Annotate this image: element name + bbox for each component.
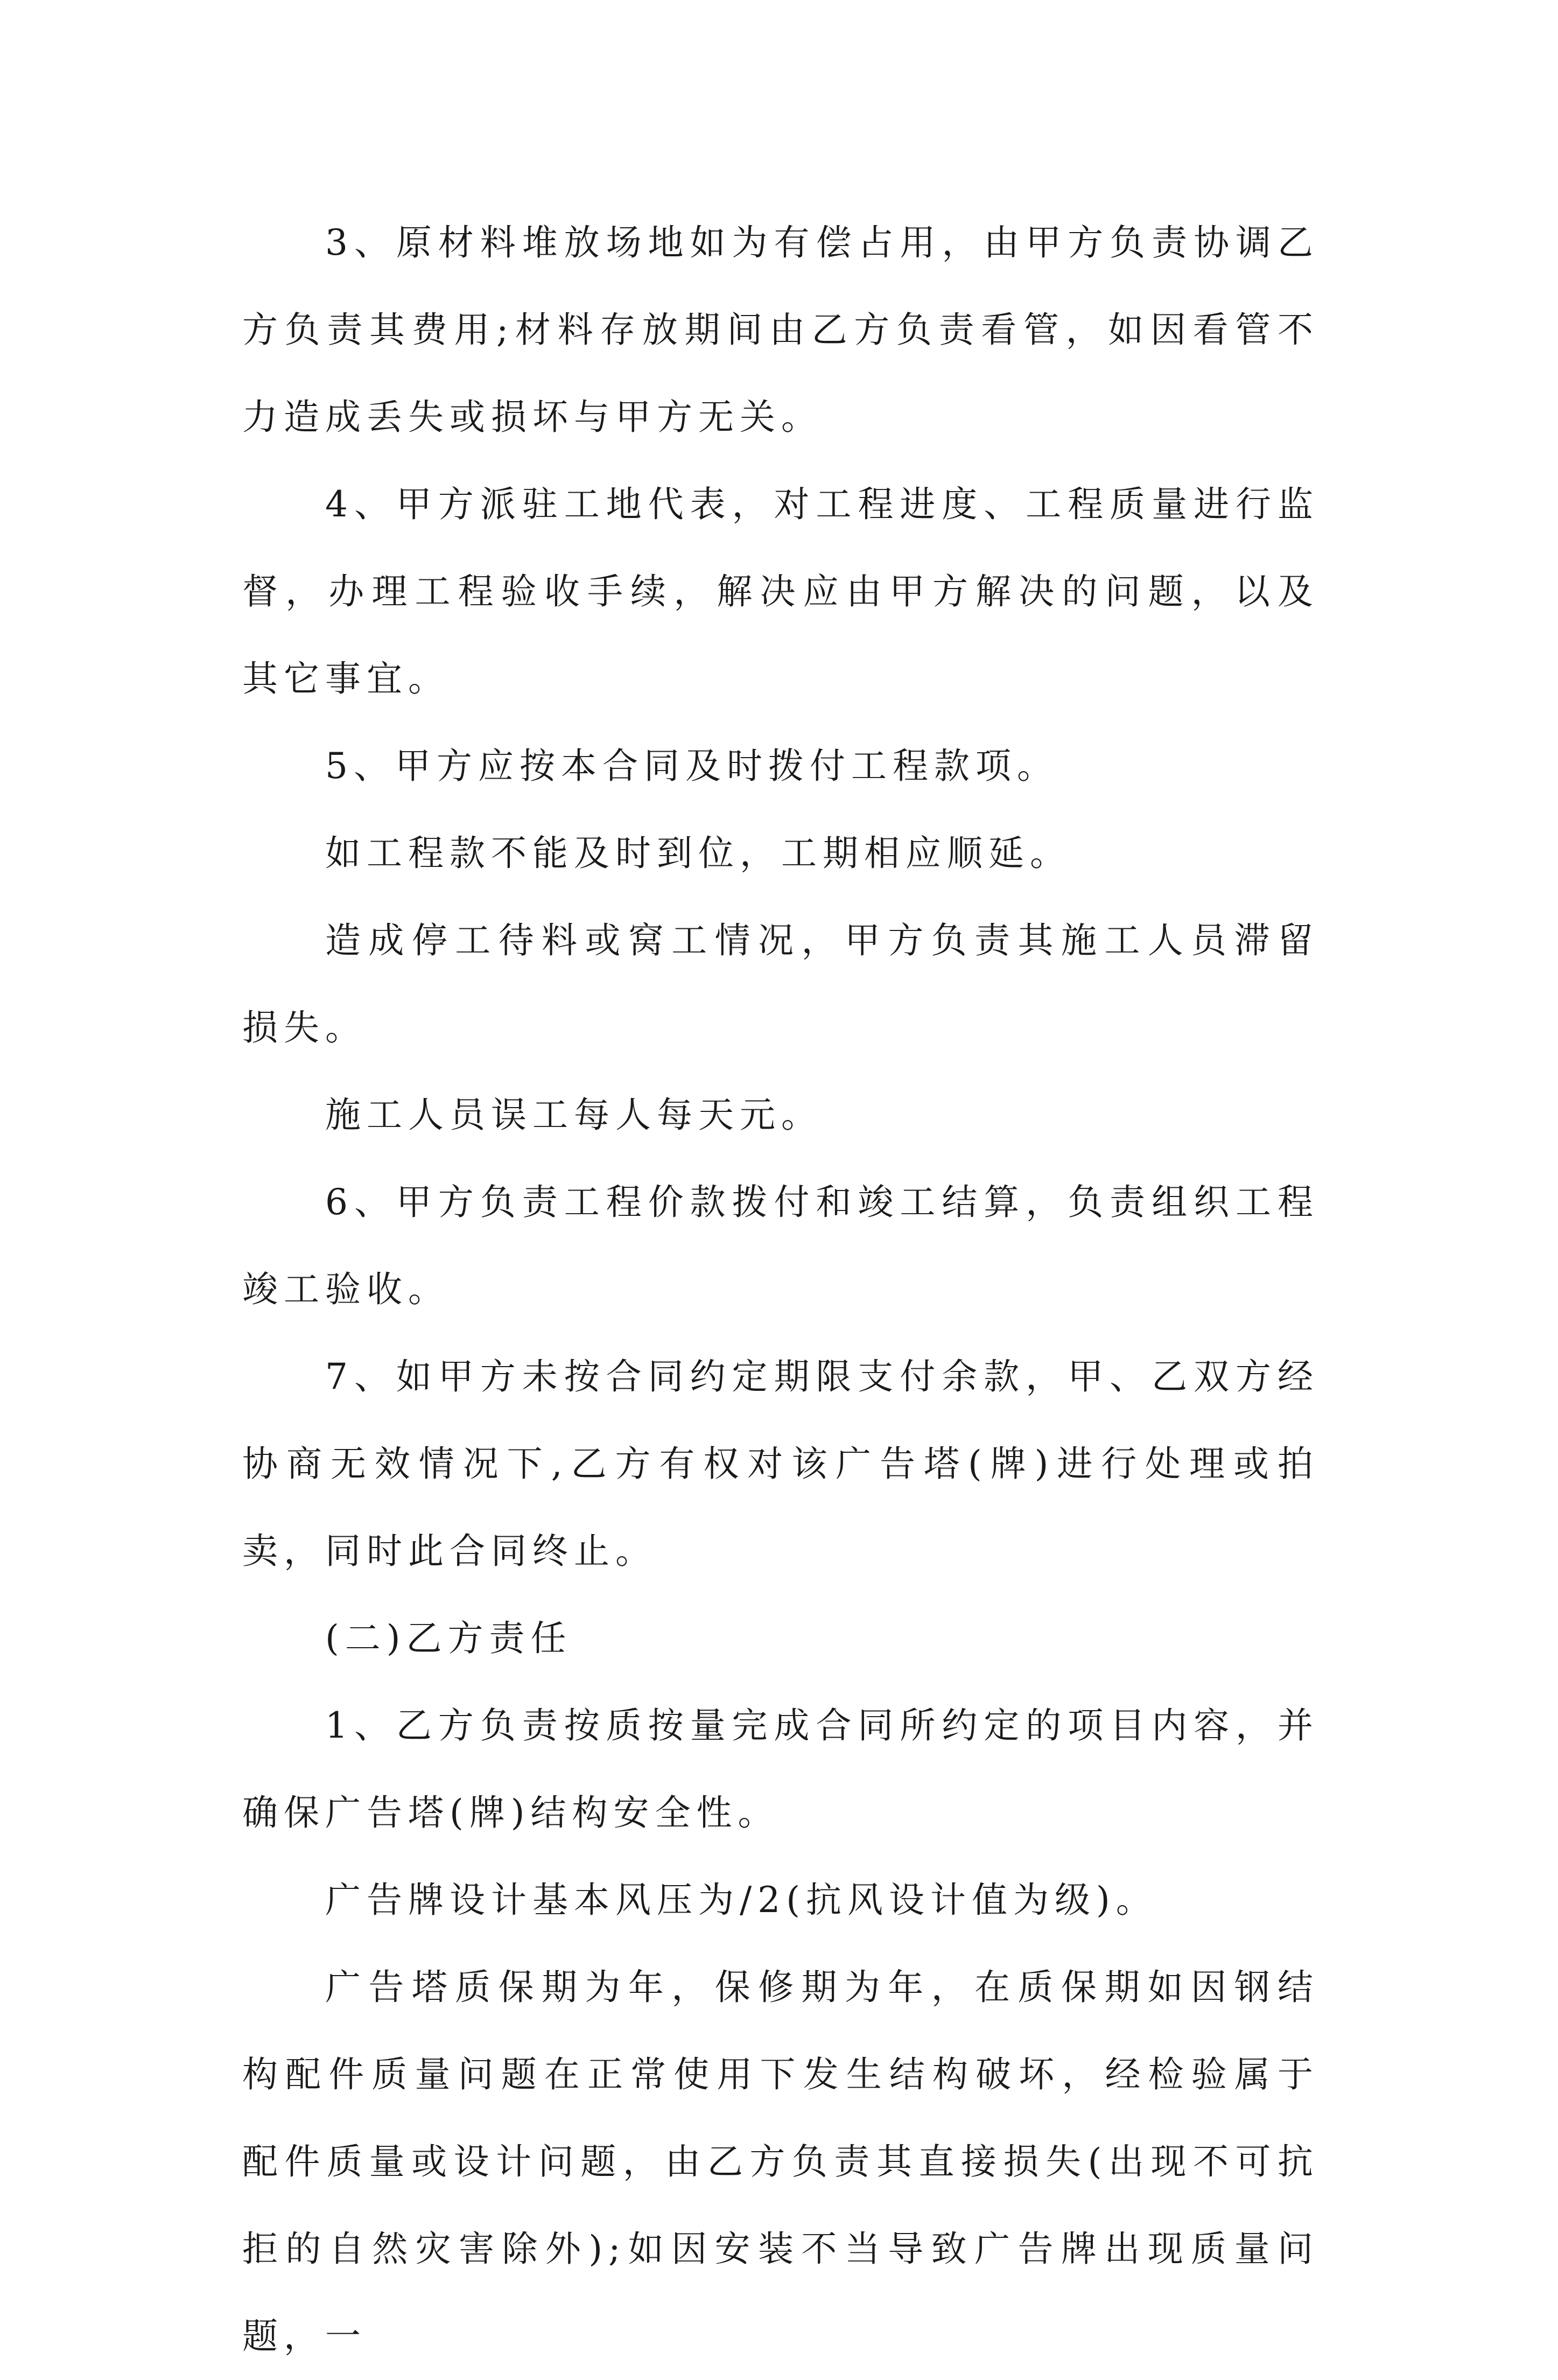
- document-body: [242, 199, 1319, 2380]
- section-heading-party-b: (二)乙方责任: [325, 1618, 572, 1659]
- paragraph-daily-compensation: 施工人员误工每人每天元。: [325, 1094, 823, 1136]
- paragraph-warranty: 广告塔质保期为年，保修期为年，在质保期如因钢结构配件质量问题在正常使用下发生结构破坏，经检验属于配件质量或设计问题，由乙方负责其直接损失(出现不可抗拒的自然灾害除外);如因安装不当导致广告牌出现质量问题，一: [242, 1966, 1319, 2357]
- paragraph-clause-3: 3、原材料堆放场地如为有偿占用，由甲方负责协调乙方负责其费用;材料存放期间由乙方负责看管，如因看管不力造成丢失或损坏与甲方无关。: [242, 222, 1319, 438]
- paragraph-clause-5: 5、甲方应按本合同及时拨付工程款项。: [325, 745, 1058, 787]
- paragraph-party-b-clause-1: 1、乙方负责按质按量完成合同所约定的项目内容，并确保广告塔(牌)结构安全性。: [242, 1705, 1319, 1833]
- paragraph-clause-6: 6、甲方负责工程价款拨付和竣工结算，负责组织工程竣工验收。: [242, 1181, 1319, 1310]
- paragraph-work-stoppage: 造成停工待料或窝工情况，甲方负责其施工人员滞留损失。: [242, 920, 1319, 1048]
- paragraph-clause-7: 7、如甲方未按合同约定期限支付余款，甲、乙双方经协商无效情况下,乙方有权对该广告塔(牌)进行处理或拍卖，同时此合同终止。: [242, 1356, 1319, 1572]
- paragraph-clause-4: 4、甲方派驻工地代表，对工程进度、工程质量进行监督，办理工程验收手续，解决应由甲方解决的问题，以及其它事宜。: [242, 484, 1319, 699]
- paragraph-wind-pressure: 广告牌设计基本风压为/2(抗风设计值为级)。: [325, 1879, 1157, 1921]
- paragraph-payment-delay: 如工程款不能及时到位，工期相应顺延。: [325, 832, 1071, 874]
